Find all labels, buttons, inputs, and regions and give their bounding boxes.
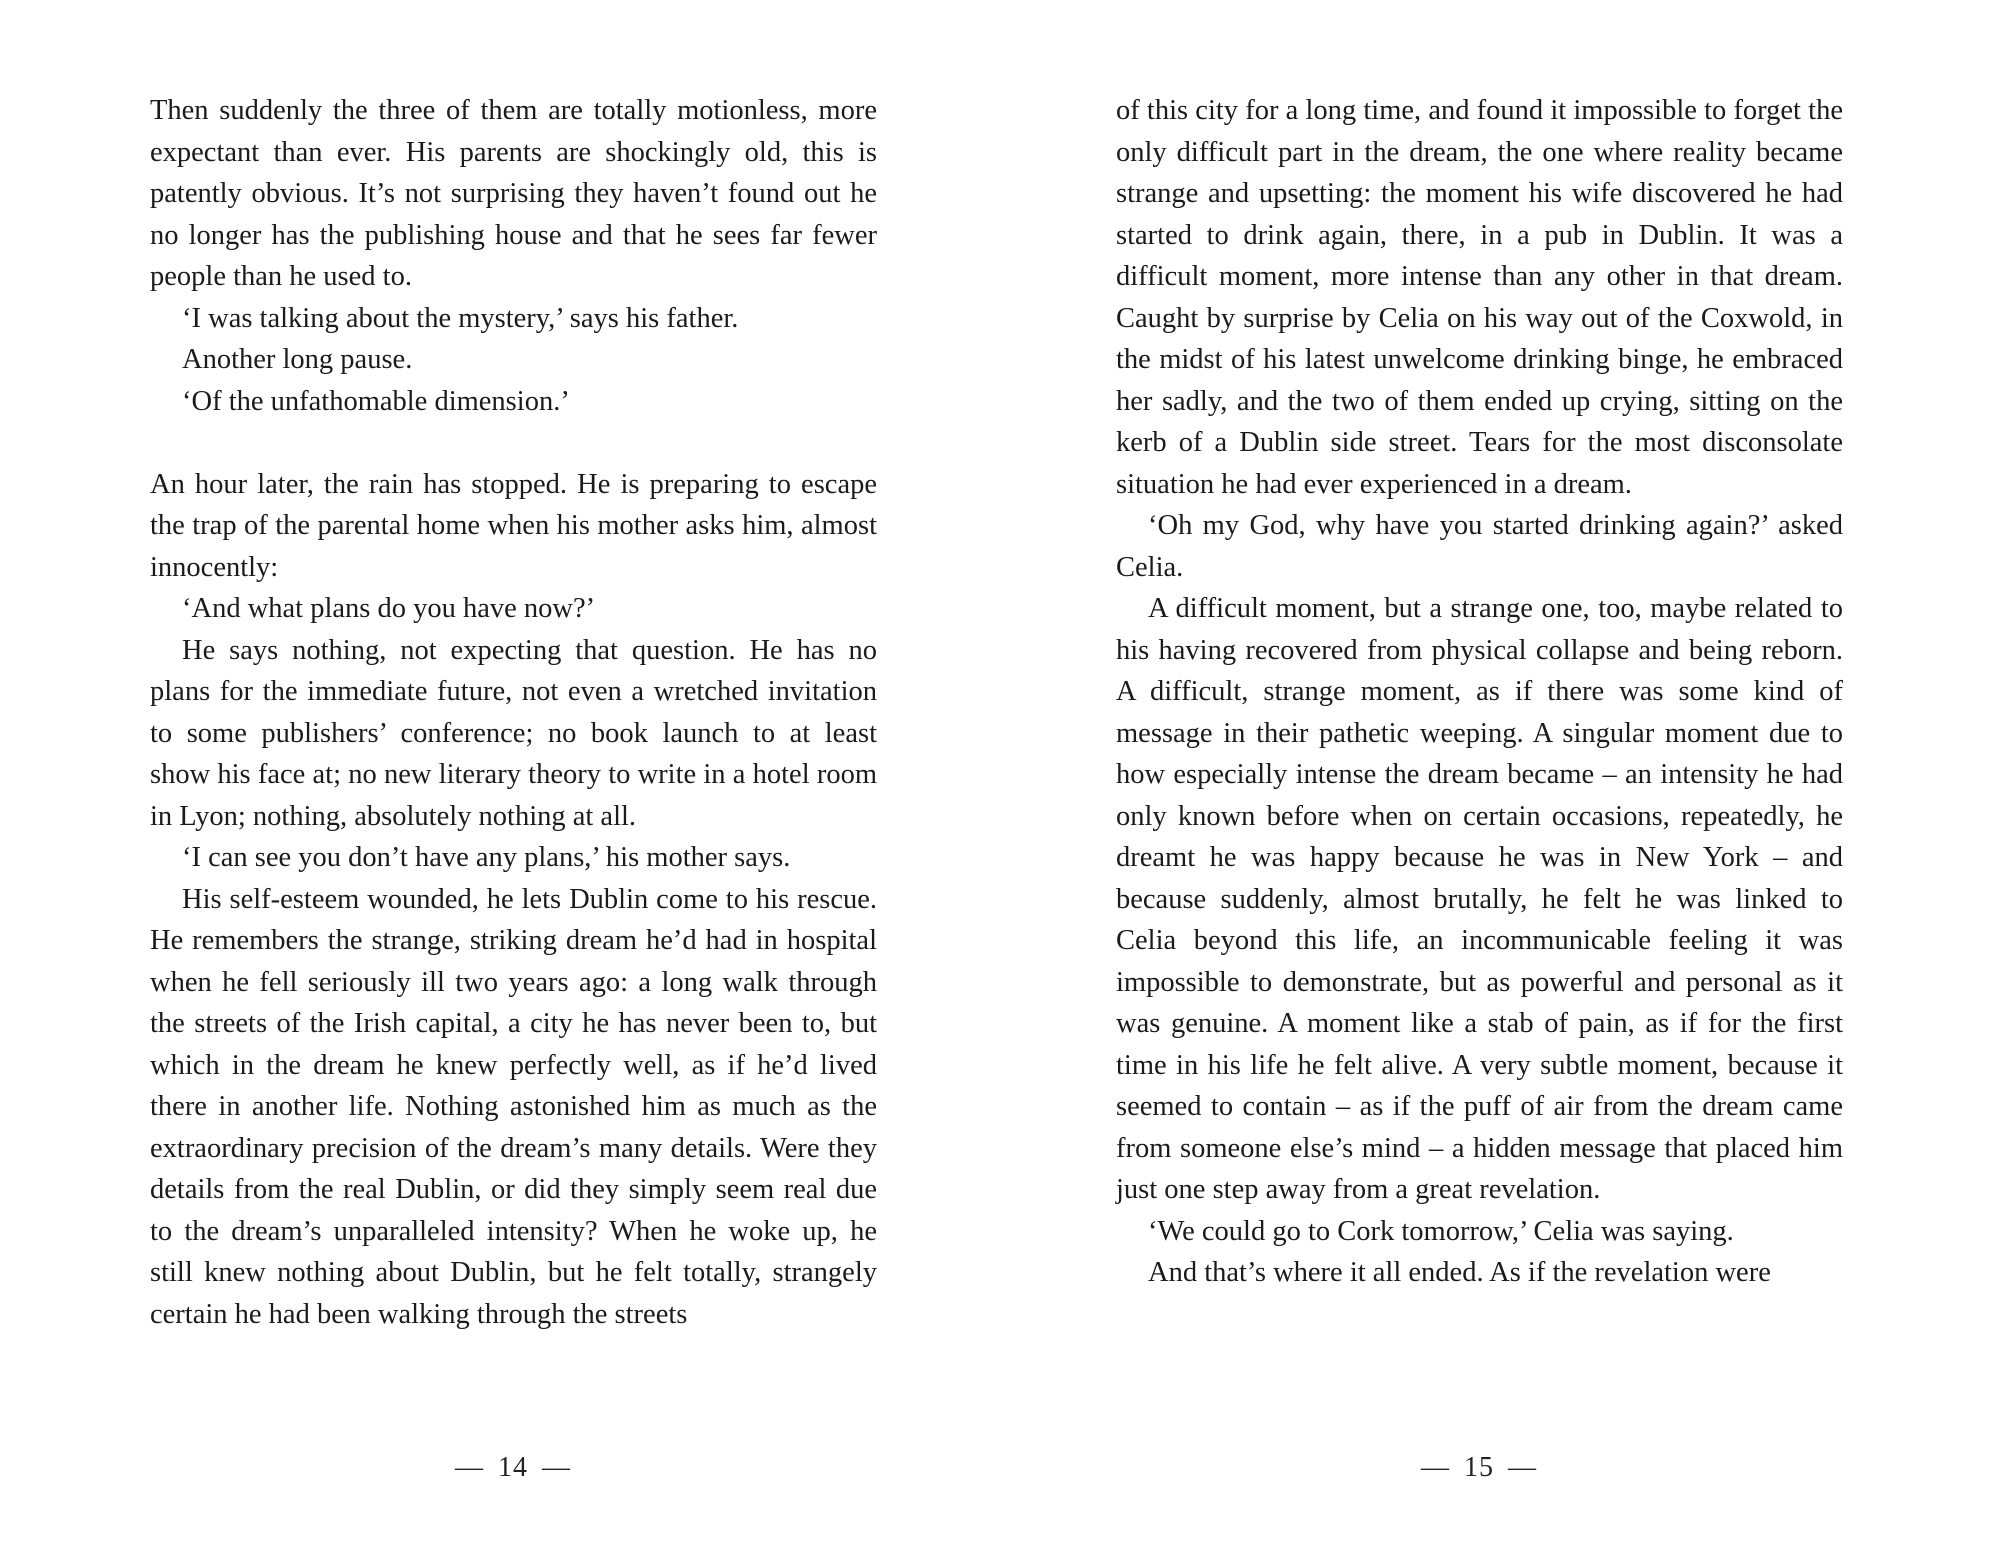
paragraph: His self-esteem wounded, he lets Dublin come to his rescue. He remembers the strange, striking dream he’d had in hospital when he fell seriously ill two years ago: a long walk through the streets of the Irish capital, a city he has never been to, but which in the dream he knew perfectly well, as if he’d lived there in another life. Nothing astonished him as much as the extraordinary precision of the dream’s many details. Were they details from the real Dublin, or did they simply seem real due to the dream’s unparalleled intensity? When he woke up, he still knew nothing about Dublin, but he felt totally, strangely certain he had been walking through the streets: [150, 883, 877, 1330]
paragraph: ‘We could go to Cork tomorrow,’ Celia was saying.: [1148, 1215, 1734, 1247]
folio-dash: —: [1421, 1452, 1450, 1483]
page-number: 15: [1464, 1452, 1494, 1483]
paragraph: ‘Of the unfathomable dimension.’: [182, 385, 570, 417]
left-page: [150, 90, 877, 1335]
paragraph: He says nothing, not expecting that question. He has no plans for the immediate future, not even a wretched invitation to some publishers’ conference; no book launch to at least show his face at; no new literary theory to write in a hotel room in Lyon; nothing, absolutely nothing at all.: [150, 634, 877, 832]
paragraph: ‘And what plans do you have now?’: [182, 593, 596, 624]
paragraph: An hour later, the rain has stopped. He is preparing to escape the trap of the parental home when his mother asks him, almost innocently:: [150, 468, 877, 583]
folio-dash: —: [542, 1452, 571, 1483]
paragraph: A difficult moment, but a strange one, too, maybe related to his having recovered from physical collapse and being reborn. A difficult, strange moment, as if there was some kind of message in their pathetic weeping. A singular moment due to how especially intense the dream became – an intensity he had only known before when on certain occasions, repeatedly, he dreamt he was happy because he was in New York – and because suddenly, almost brutally, he felt he was linked to Celia beyond this life, an incommunicable feeling it was impossible to demonstrate, but as powerful and personal as it was genuine. A moment like a stab of pain, as if for the first time in his life he felt alive. A very subtle moment, because it seemed to contain – as if the puff of air from the dream came from someone else’s mind – a hidden message that placed him just one step away from a great revelation.: [1116, 593, 1843, 1205]
page-number-left: [413, 1450, 613, 1486]
paragraph: And that’s where it all ended. As if the revelation were: [1148, 1257, 1771, 1288]
paragraph: ‘Oh my God, why have you started drinking again?’ asked Celia.: [1116, 510, 1843, 583]
folio-dash: —: [1508, 1452, 1537, 1483]
paragraph: Then suddenly the three of them are totally motionless, more expectant than ever. His parents are shockingly old, this is patently obvious. It’s not surprising they haven’t found out he no longer has the publishing house and that he sees far fewer people than he used to.: [150, 95, 877, 292]
right-page: [1116, 90, 1843, 1294]
paragraph: ‘I can see you don’t have any plans,’ his mother says.: [182, 842, 791, 873]
paragraph: ‘I was talking about the mystery,’ says his father.: [182, 302, 739, 334]
folio-dash: —: [455, 1452, 484, 1483]
paragraph: of this city for a long time, and found it impossible to forget the only difficult part in the dream, the one where reality became strange and upsetting: the moment his wife discovered he had started to drink again, there, in a pub in Dublin. It was a difficult moment, more intense than any other in that dream. Caught by surprise by Celia on his way out of the Coxwold, in the midst of his latest unwelcome drinking binge, he embraced her sadly, and the two of them ended up crying, sitting on the kerb of a Dublin side street. Tears for the most disconsolate situation he had ever experienced in a dream.: [1116, 95, 1843, 500]
paragraph: Another long pause.: [182, 344, 413, 375]
page-number: 14: [498, 1452, 528, 1483]
page-number-right: [1379, 1450, 1579, 1486]
